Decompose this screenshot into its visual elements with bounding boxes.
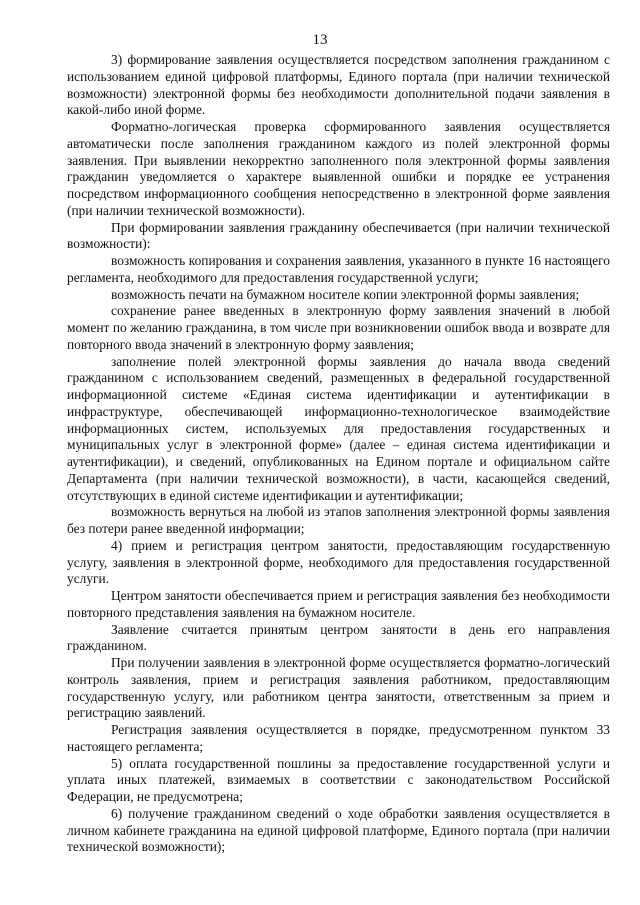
paragraph-control: При получении заявления в электронной форме осуществляется форматно-логический контроль заявления, прием и регистрация заявления работником, предоставляющим государственную услугу, или работником центра занятости, ответственным за прием и регистрацию заявлений. (67, 655, 610, 721)
paragraph-registration-order: Регистрация заявления осуществляется в порядке, предусмотренном пунктом 33 настоящего регламента; (67, 722, 610, 754)
paragraph-item-5: 5) оплата государственной пошлины за предоставление государственной услуги и уплата иных платежей, взимаемых в соответствии с законодательством Российской Федерации, не предусмотрена; (67, 755, 610, 804)
paragraph-accepted: Заявление считается принятым центром занятости в день его направления гражданином. (67, 621, 610, 654)
document-body (67, 52, 610, 856)
paragraph-prefill: заполнение полей электронной формы заявления до начала ввода сведений гражданином с использованием сведений, размещенных в федеральной государственной информационной системе «Единая система идентификации и аутентификации в инфраструктуре, обеспечивающей информационно-технологическое взаимодействие информационных систем, используемых для предоставления государственных и муниципальных услуг в электронной форме» (далее – единая система идентификации и аутентификации), и сведений, опубликованных на Едином портале и официальном сайте Департамента (при наличии технической возможности), в части, касающейся сведений, отсутствующих в единой системе идентификации и аутентификации; (67, 353, 610, 503)
paragraph-item-6: 6) получение гражданином сведений о ходе обработки заявления осуществляется в личном кабинете гражданина на единой цифровой платформе, Единого портала (при наличии технической возможности); (67, 805, 610, 855)
paragraph-return: возможность вернуться на любой из этапов заполнения электронной формы заявления без потери ранее введенной информации; (67, 504, 610, 536)
paragraph-registration: Центром занятости обеспечивается прием и регистрация заявления без необходимости повторного представления заявления на бумажном носителе. (67, 588, 610, 620)
paragraph-item-4: 4) прием и регистрация центром занятости, предоставляющим государственную услугу, заявления в электронной форме, необходимого для предоставления государственной услуги. (67, 537, 610, 587)
page-number: 13 (312, 32, 328, 48)
paragraph-print: возможность печати на бумажном носителе копии электронной формы заявления; (111, 286, 580, 302)
paragraph-provided-features: При формировании заявления гражданину обеспечивается (при наличии технической возможности): (67, 219, 610, 252)
paragraph-item-3: 3) формирование заявления осуществляется посредством заполнения гражданином с использованием единой цифровой платформы, Единого портала (при наличии технической возможности) электронной формы без необходимости дополнительной подачи заявления в какой-либо иной форме. (67, 52, 610, 118)
paragraph-format-check: Форматно-логическая проверка сформированного заявления осуществляется автоматически после заполнения гражданином каждого из полей электронной формы заявления. При выявлении некорректно заполненного поля электронной формы заявления гражданин уведомляется о характере выявленной ошибки и порядке ее устранения посредством информационного сообщения непосредственно в электронной форме заявления (при наличии технической возможности). (67, 119, 610, 218)
paragraph-copy-save: возможность копирования и сохранения заявления, указанного в пункте 16 настоящего регламента, необходимого для предоставления государственной услуги; (67, 253, 610, 285)
paragraph-save-values: сохранение ранее введенных в электронную форму заявления значений в любой момент по желанию гражданина, в том числе при возникновении ошибок ввода и возврате для повторного ввода значений в электронную форму заявления; (67, 303, 610, 352)
